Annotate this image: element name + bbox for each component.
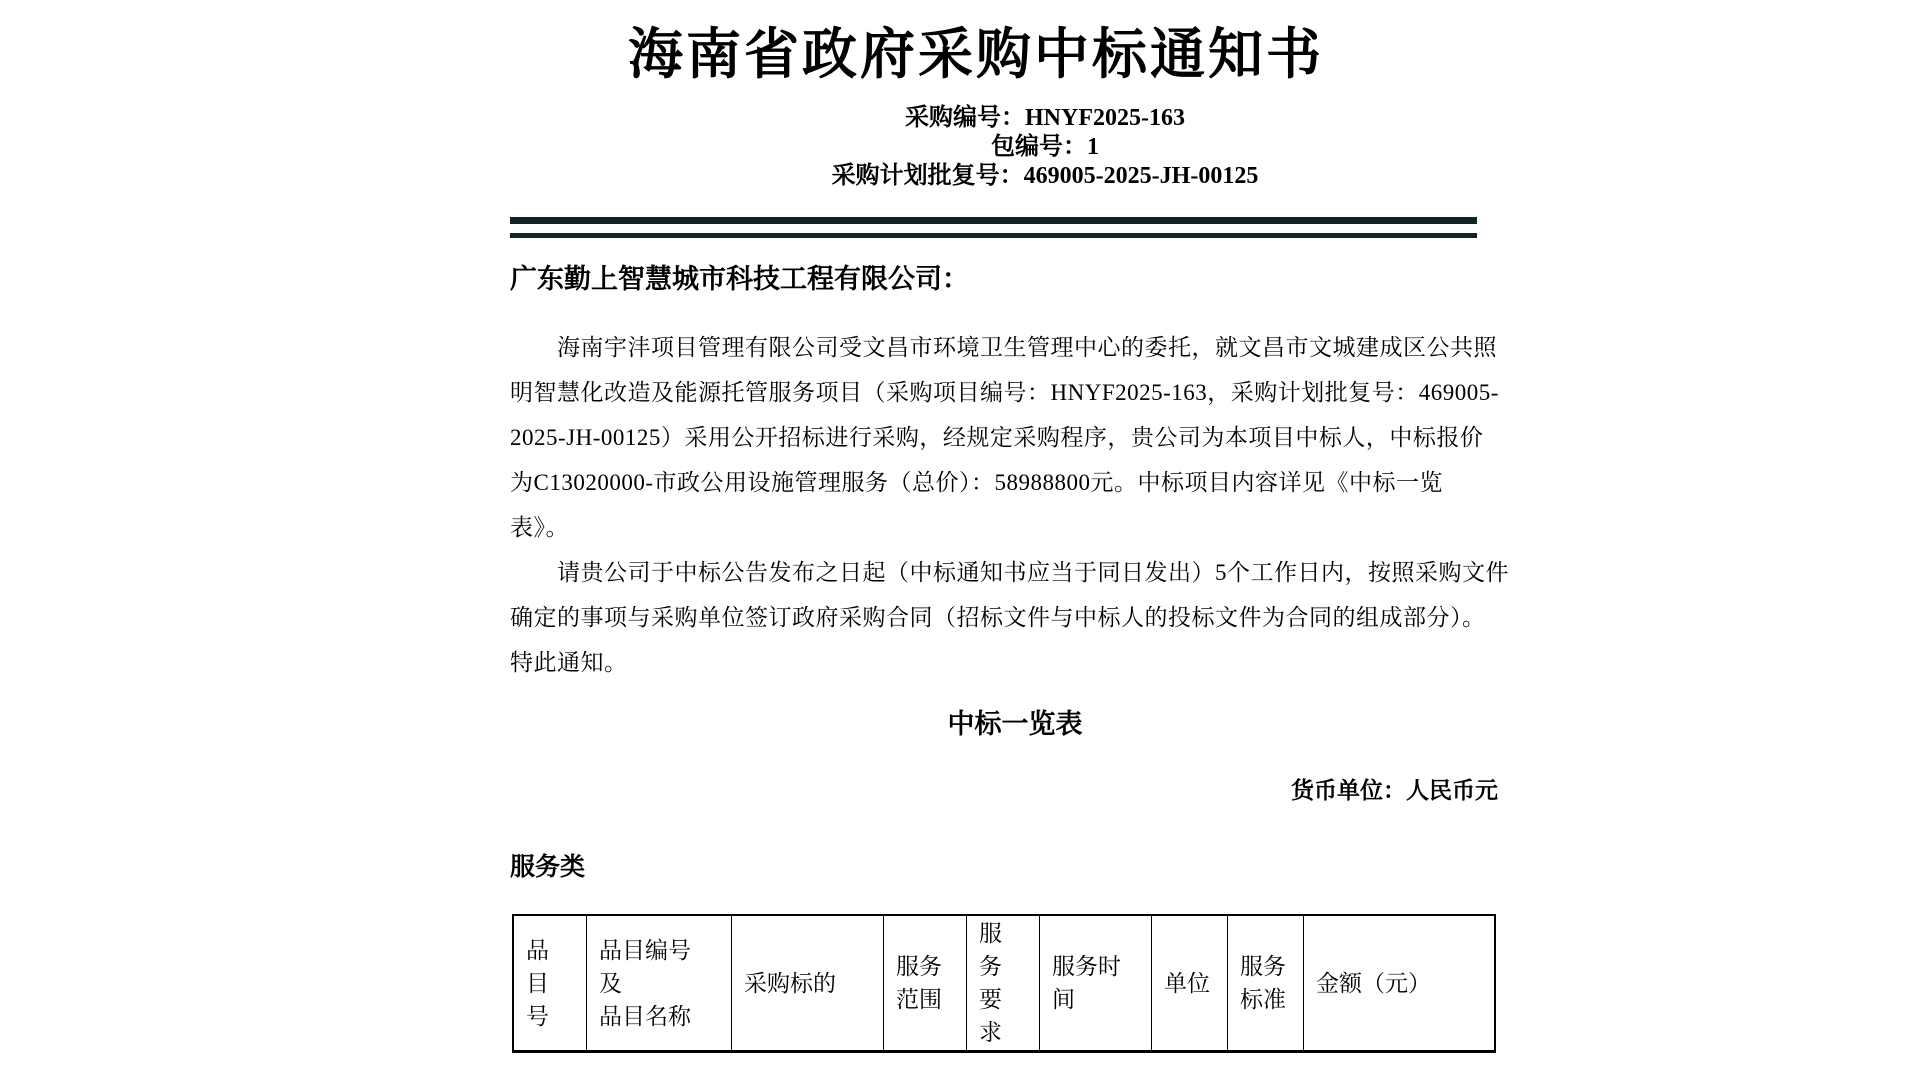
col-header-amount-yuan: 金额（元）	[1316, 970, 1431, 996]
col-header-item-code-and-name: 品目编号 及 品目名称	[587, 916, 732, 1050]
package-number: 包编号：1	[991, 134, 1099, 160]
body-line: 表》。	[510, 515, 569, 540]
col-header-service-standard: 服务 标准	[1228, 916, 1304, 1050]
body-line: 请贵公司于中标公告发布之日起（中标通知书应当于同日发出）5个工作日内，按照采购文件	[557, 560, 1509, 585]
recipient-company: 广东勤上智慧城市科技工程有限公司：	[510, 264, 969, 294]
col-header-item-number: 品 目 号	[514, 916, 587, 1050]
currency-unit-note: 货币单位：人民币元	[1291, 778, 1498, 803]
award-table	[512, 914, 1496, 1053]
body-line: 海南宇沣项目管理有限公司受文昌市环境卫生管理中心的委托，就文昌市文城建成区公共照	[557, 335, 1497, 360]
procurement-plan-approval-number: 采购计划批复号：469005-2025-JH-00125	[831, 163, 1259, 189]
procurement-number: 采购编号：HNYF2025-163	[905, 105, 1185, 131]
document-title: 海南省政府采购中标通知书	[627, 24, 1324, 85]
header-rule-top	[510, 217, 1477, 224]
col-header-service-requirements: 服 务 要 求	[967, 916, 1040, 1050]
header-rule-bottom	[510, 233, 1477, 238]
body-line: 2025-JH-00125）采用公开招标进行采购，经规定采购程序，贵公司为本项目中标人，中标报价	[510, 425, 1484, 450]
col-header-service-scope: 服务 范围	[884, 916, 967, 1050]
notice-body	[510, 325, 1520, 685]
col-header-procurement-subject: 采购标的	[732, 916, 884, 1050]
service-category-label: 服务类	[510, 854, 586, 881]
col-header-unit: 单位	[1152, 916, 1228, 1050]
body-line: 明智慧化改造及能源托管服务项目（采购项目编号：HNYF2025-163，采购计划批复号：469005-	[510, 380, 1499, 405]
body-line: 特此通知。	[510, 650, 628, 675]
col-header-service-time: 服务时 间	[1040, 916, 1152, 1050]
award-table-title: 中标一览表	[947, 709, 1083, 739]
body-line: 为C13020000-市政公用设施管理服务（总价）：58988800元。中标项目内容详见《中标一览	[510, 470, 1443, 495]
body-line: 确定的事项与采购单位签订政府采购合同（招标文件与中标人的投标文件为合同的组成部分）。	[510, 605, 1486, 630]
document-meta	[510, 104, 1580, 191]
